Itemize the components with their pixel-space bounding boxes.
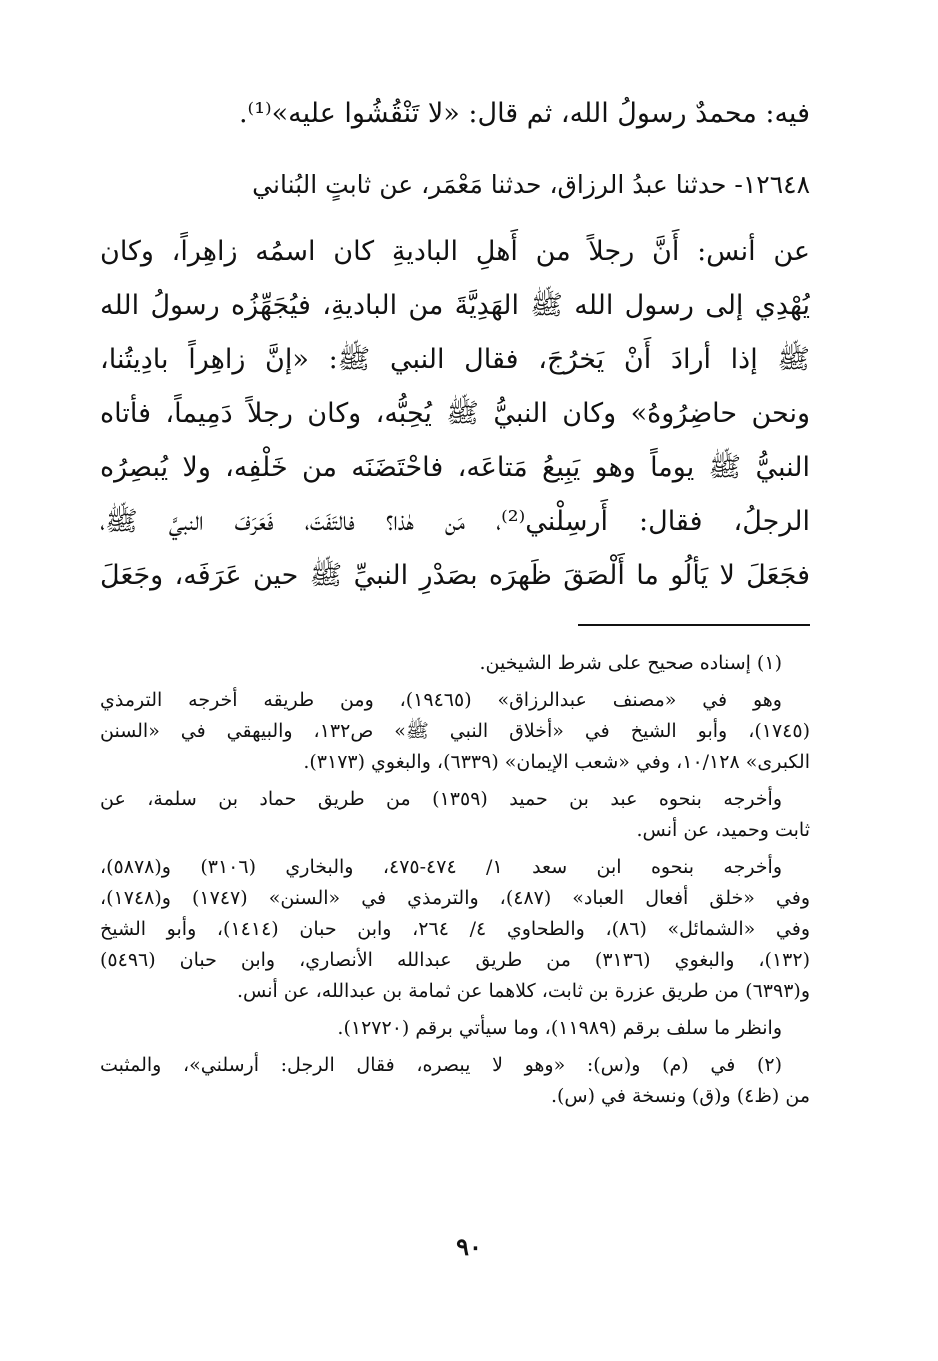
body-line: عن أنس: أَنَّ رجلاً من أَهلِ الباديةِ كان اسمُه زاهِراً، وكان xyxy=(100,236,810,267)
footnote-paragraph xyxy=(100,852,810,1007)
footnote-line: (٢) في (م) و(س): «وهو لا يبصره، فقال الرجل: أرسلني»، والمثبت xyxy=(100,1054,782,1076)
body-line: فجَعَلَ لا يَألُو ما أَلْصَقَ ظَهرَه بصَدْرِ النبيِّ ﷺ حين عَرَفَه، وجَعَلَ xyxy=(100,560,810,591)
footnote-paragraph xyxy=(100,784,810,846)
footnote-line: وأخرجه بنحوه ابن سعد ١/ ٤٧٤-٤٧٥، والبخاري (٣١٠٦) و(٥٨٧٨)، xyxy=(100,856,782,878)
footnote-paragraph xyxy=(100,648,810,679)
footnotes xyxy=(100,648,810,1118)
footnote-line: من (ظ٤) و(ق) ونسخة في (س). xyxy=(550,1085,810,1107)
body-line: يُهْدِي إلى رسول الله ﷺ الهَدِيَّةَ من الباديةِ، فيُجَهِّزُه رسولُ الله xyxy=(100,290,810,321)
continuation-line: فيه: محمدٌ رسولُ الله، ثم قال: «لا تَنْقُشُوا عليه»⁽¹⁾. xyxy=(238,98,810,129)
footnote-paragraph xyxy=(100,685,810,778)
footnote-line: و(٦٣٩٣) من طريق عزرة بن ثابت، كلاهما عن ثمامة بن عبدالله، عن أنس. xyxy=(236,980,810,1002)
footnote-paragraph xyxy=(100,1013,810,1044)
footnote-line: وأخرجه بنحوه عبد بن حميد (١٣٥٩) من طريق حماد بن سلمة، عن xyxy=(100,788,782,810)
footnote-separator xyxy=(578,624,810,626)
footnote-line: وفي «خلق أفعال العباد» (٤٨٧)، والترمذي في «السنن» (١٧٤٧) و(١٧٤٨)، xyxy=(100,887,810,909)
hadith-body xyxy=(100,225,810,603)
page-number: ٩٠ xyxy=(456,1232,482,1261)
footnote-line: وهو في «مصنف عبدالرزاق» (١٩٤٦٥)، ومن طريقه أخرجه الترمذي xyxy=(100,689,782,711)
footnote-line: (١٣٢)، والبغوي (٣١٣٦) من طريق عبدالله الأنصاري، وابن حبان (٥٤٩٦) xyxy=(100,949,810,971)
body-line: ونحن حاضِرُوهُ» وكان النبيُّ ﷺ يُحِبُّه، وكان رجلاً دَمِيماً، فأتاه xyxy=(100,398,810,429)
footnote-line: وفي «الشمائل» (٨٦)، والطحاوي ٤/ ٢٦٤، وابن حبان (١٤١٤)، وأبو الشيخ xyxy=(100,918,810,940)
footnote-line: ثابت وحميد، عن أنس. xyxy=(636,819,810,841)
body-line: الرجلُ، فقال: أَرسِلْني⁽²⁾، مَن هٰذا؟ فالتَفَتَ، فَعَرَفَ النبيَّ ﷺ، xyxy=(100,506,810,537)
footnote-line: الكبرى» ١٠/١٢٨، وفي «شعب الإيمان» (٦٣٣٩)، والبغوي (٣١٧٣). xyxy=(303,751,810,773)
body-line: ﷺ إذا أرادَ أَنْ يَخرُجَ، فقال النبي ﷺ: «إنَّ زاهِراً بادِيتُنا، xyxy=(100,344,810,375)
hadith-header: ١٢٦٤٨- حدثنا عبدُ الرزاق، حدثنا مَعْمَر، عن ثابتٍ البُناني xyxy=(252,170,810,199)
footnote-line: (١٧٤٥)، وأبو الشيخ في «أخلاق النبي ﷺ» ص١٣٢، والبيهقي في «السنن xyxy=(100,720,810,742)
footnote-line: وانظر ما سلف برقم (١١٩٨٩)، وما سيأتي برقم (١٢٧٢٠). xyxy=(337,1017,782,1039)
footnote-line: (١) إسناده صحيح على شرط الشيخين. xyxy=(479,652,782,674)
footnote-paragraph xyxy=(100,1050,810,1112)
body-line: النبيُّ ﷺ يوماً وهو يَبِيعُ مَتاعَه، فاحْتَضَنَه من خَلْفِه، ولا يُبصِرُه xyxy=(100,452,810,483)
